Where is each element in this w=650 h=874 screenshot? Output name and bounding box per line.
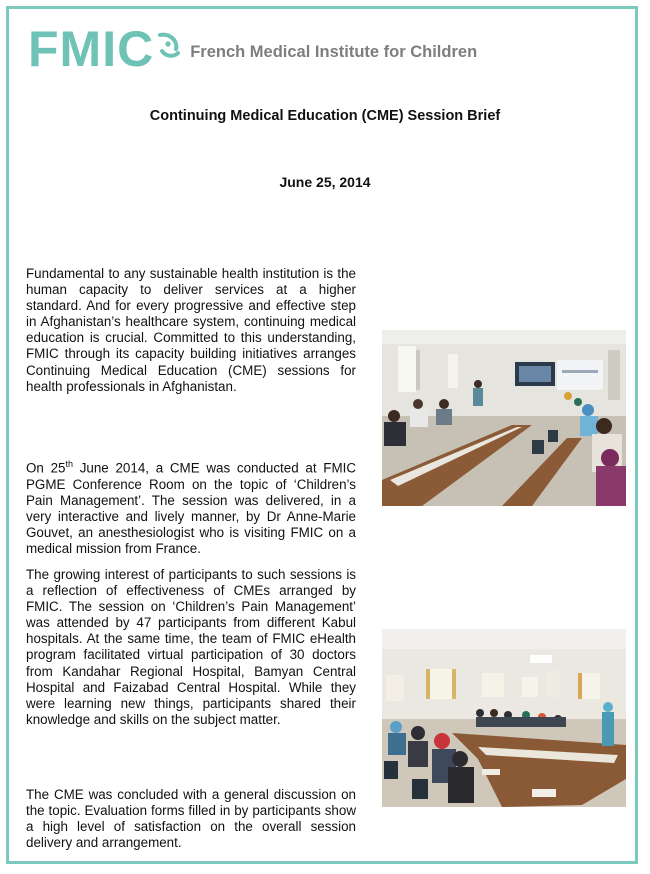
paragraph-conclusion: The CME was concluded with a general discussion on the topic. Evaluation forms filled in by participants show a high level of satisfaction on the overall session delivery and arrangement. (26, 787, 356, 851)
session-photo-1 (382, 330, 626, 506)
paragraph-session (26, 456, 356, 557)
logo-mark: FMIC (28, 21, 155, 77)
smile-icon (156, 31, 182, 61)
paragraph-intro: Fundamental to any sustainable health institution is the human capacity to deliver services at a higher standard. And for every progressive and effective step in Afghanistan’s healthcare system, continuing medical education is crucial. Committed to this understanding, FMIC through its capacity building initiatives arranges Continuing Medical Education (CME) sessions for health professionals in Afghanistan. (26, 266, 356, 394)
paragraph-session-suffix: th (65, 459, 73, 469)
fmic-logo (28, 21, 478, 77)
page-title: Continuing Medical Education (CME) Session Brief (149, 108, 501, 124)
session-photo-2 (382, 629, 626, 807)
institute-name: French Medical Institute for Children (190, 42, 478, 61)
paragraph-session-text: June 2014, a CME was conducted at FMIC PGME Conference Room on the topic of ‘Children’s Pain Management’. The session was delivered, in a very interactive and lively manner, by Dr Anne-Marie Gouvet, an anesthesiologist who is visiting FMIC on a medical mission from France. (26, 460, 356, 556)
paragraph-session-day: On 25 (26, 460, 66, 476)
document-date: June 25, 2014 (279, 174, 371, 190)
paragraph-participation: The growing interest of participants to such sessions is a reflection of effectiveness of CMEs arranged by FMIC. The session on ‘Children’s Pain Management’ was attended by 47 participants from different Kabul hospitals. At the same time, the team of FMIC eHealth program facilitated virtual participation of 30 doctors from Kandahar Regional Hospital, Bamyan Central Hospital and Faizabad Central Hospital. While they were learning new things, participants shared their knowledge and skills on the subject matter. (26, 567, 356, 727)
